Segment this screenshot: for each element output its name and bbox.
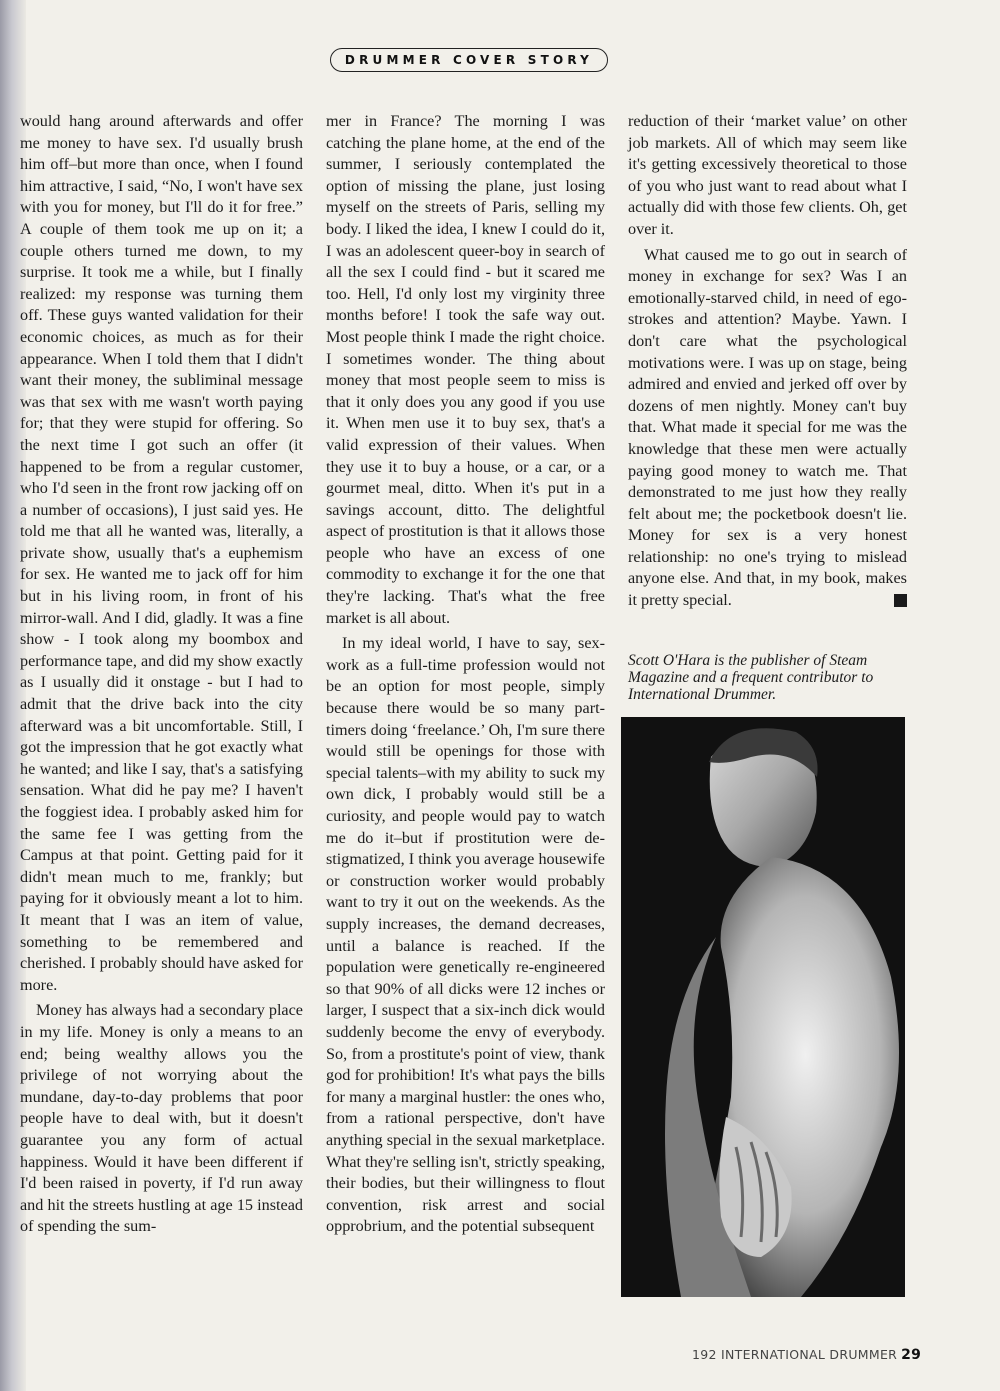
- article-column-3: [628, 111, 907, 612]
- article-column-2: [326, 111, 605, 1238]
- article-column-1: [20, 111, 303, 1238]
- author-bio: Scott O'Hara is the publisher of Steam Magazine and a frequent contributor to International Drummer.: [628, 652, 874, 703]
- column3-paragraph-1: reduction of their ‘market value’ on other job markets. All of which may seem like it's getting excessively theoretical to those of you who just want to read about what I actually did with those few clients. Oh, get over it.: [628, 112, 907, 238]
- column1-paragraph-2: Money has always had a secondary place in my life. Money is only a means to an end; being wealthy allows you the privilege of not worrying about the mundane, day-to-day problems that poor people have to deal with, but it doesn't guarantee you any form of actual happiness. Would it have been different if I'd been raised in poverty, if I'd run away and hit the streets hustling at age 15 instead of spending the sum-: [20, 1001, 303, 1236]
- column3-paragraph-2-text: What caused me to go out in search of money in exchange for sex? Was I an emotionally-starved child, in need of ego-strokes and attention? Maybe. Yawn. I don't care what the psychological motivations were. I was up on stage, being admired and envied and jerked off over by dozens of men nightly. Money can't buy that. What made it special for me was the knowledge that these men were actually paying good money to watch me. That demonstrated to me just how they really felt about me; the pocketbook doesn't lie. Money for sex is a very honest relationship: no one's trying to mislead anyone else. And that, in my book, makes it pretty special.: [628, 245, 907, 610]
- article-photo: [621, 717, 905, 1297]
- publication-name: 192 INTERNATIONAL DRUMMER: [692, 1347, 898, 1362]
- column1-paragraph-1: would hang around afterwards and offer me money to have sex. I'd usually brush him off–but more than once, when I found him attractive, I said, “No, I won't have sex with you for money, but I'll do it for free.” A couple of them took me up on it; a couple others turned me down, to my surprise. It took me a while, but I finally realized: my response was turning them off. These guys wanted validation for their economic choices, as much as for their appearance. When I told them that I didn't want their money, the subliminal message was that sex with me wasn't worth paying for; that they were stupid for offering. So the next time I got such an offer (it happened to be from a regular customer, who I'd seen in the front row jacking off on a number of occasions), I just said yes. He told me that all he wanted was, literally, a private show, usually that's a euphemism for sex. He wanted me to jack off for him but in his living room, in front of his mirror-wall. And I did, gladly. It was a fine show - I took along my boombox and performance tape, and did my show exactly as I usually did it onstage - but I had to admit that the drive back into the city afterward was a bit uncomfortable. Still, I got the impression that he got exactly what he wanted; and like I say, that's a satisfying sensation. What did he pay me? I haven't the foggiest idea. I probably asked him for the same fee I was getting from the Campus at that point. Getting paid for it didn't mean much to me, frankly; but paying for it obviously meant a lot to him. It meant that I was an item of value, something to be remembered and cherished. I probably should have asked for more.: [20, 112, 303, 994]
- end-of-article-mark: [894, 594, 907, 607]
- section-label: DRUMMER COVER STORY: [344, 53, 594, 67]
- column3-paragraph-2: [628, 245, 907, 612]
- photo-icon: [621, 717, 905, 1297]
- page-number: 29: [901, 1347, 922, 1363]
- section-header: [330, 48, 608, 72]
- column2-paragraph-1: mer in France? The morning I was catching the plane home, at the end of the summer, I seriously contemplated the option of missing the plane, just losing myself on the streets of Paris, selling my body. I liked the idea, I knew I could do it, I was an adolescent queer-boy in search of all the sex I could find - but it scared me too. Hell, I'd only lost my virginity three months before! I took the safe way out. Most people think I made the right choice. I sometimes wonder. The thing about money that most people seem to miss is that it only does you any good if you use it. When men use it to buy sex, that's a valid expression of their values. When they use it to buy a house, or a car, or a gourmet meal, ditto. When it's put in a savings account, ditto. The delightful aspect of prostitution is that it allows those people who have an excess of one commodity to exchange it for the one that they're lacking. That's what the free market is all about.: [326, 112, 605, 627]
- page-footer: [692, 1347, 921, 1363]
- column2-paragraph-2: In my ideal world, I have to say, sex-work as a full-time profession would not be an option for most people, simply because there would be so many part-timers doing ‘freelance.’ Oh, I'm sure there would still be openings for those with special talents–with my ability to suck my own dick, I probably would still be a curiosity, and people would pay to watch me do it–but if prostitution were de-stigmatized, I think you average housewife or construction worker would probably want to try it out on the weekends. As the supply increases, the demand decreases, until a balance is reached. If the population were genetically re-engineered so that 90% of all dicks were 12 inches or larger, I suspect that a six-inch dick would suddenly become the envy of everybody. So, from a prostitute's point of view, thank god for prohibition! It's what pays the bills for many a marginal hustler: the ones who, from a rational perspective, don't have anything special in the sexual marketplace. What they're selling isn't, strictly speaking, their bodies, but their willingness to flout convention, risk arrest and social opprobrium, and the potential subsequent: [326, 634, 605, 1236]
